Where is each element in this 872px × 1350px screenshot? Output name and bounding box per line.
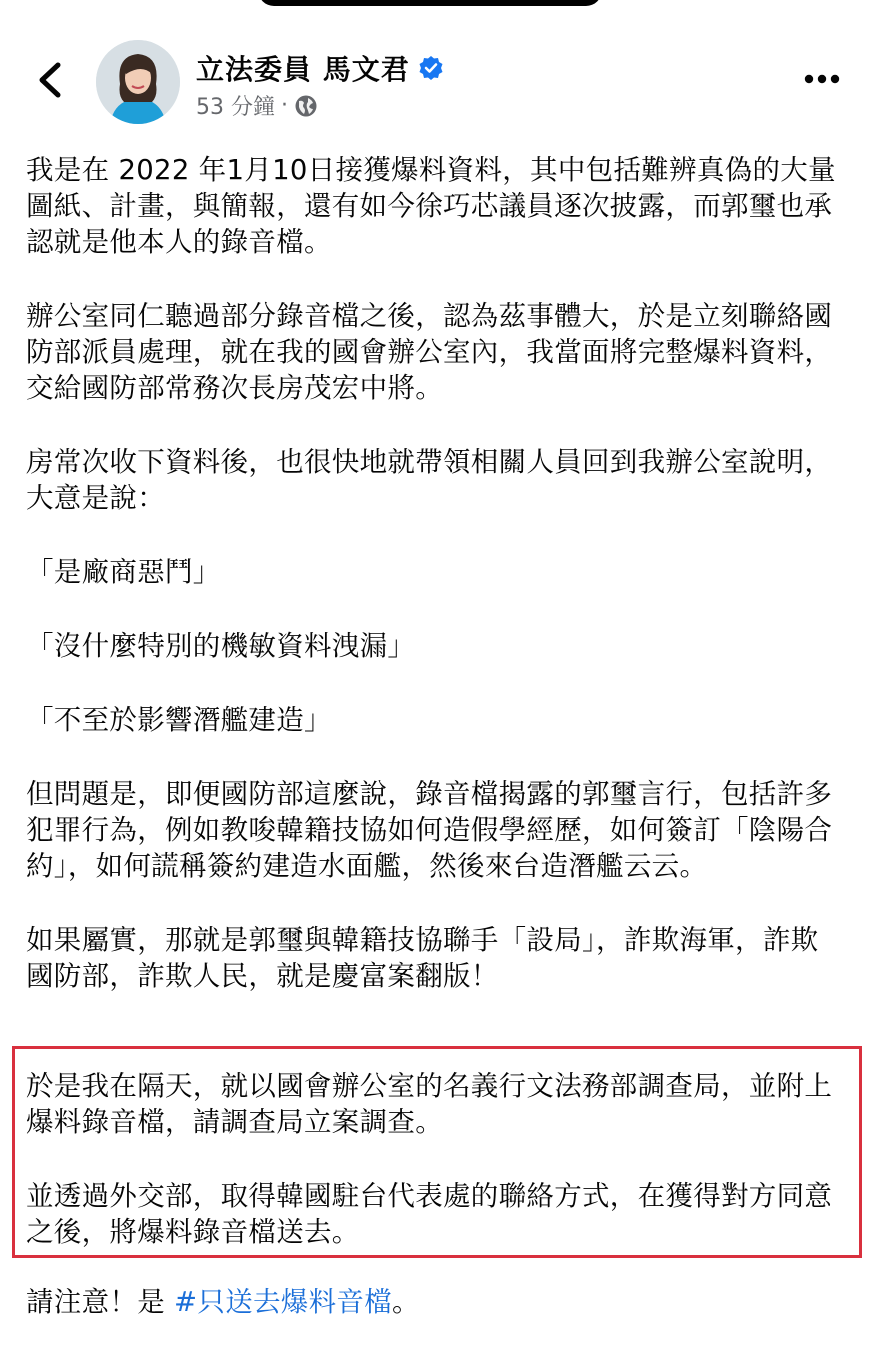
highlighted-paragraph: 並透過外交部，取得韓國駐台代表處的聯絡方式，在獲得對方同意之後，將爆料錄音檔送去。 <box>26 1180 833 1248</box>
tail-prefix: 請注意！是 <box>26 1286 175 1318</box>
back-button[interactable] <box>28 58 72 102</box>
post-paragraph: 房常次收下資料後，也很快地就帶領相關人員回到我辦公室說明，大意是說： <box>26 446 833 514</box>
post-quote: 「不至於影響潛艦建造」 <box>26 704 332 736</box>
author-name[interactable] <box>196 48 444 88</box>
post-tail <box>26 1284 846 1320</box>
post-paragraph: 辦公室同仁聽過部分錄音檔之後，認為茲事體大，於是立刻聯絡國防部派員處理，就在我的國會辦公室內，我當面將完整爆料資料，交給國防部常務次長房茂宏中將。 <box>26 300 833 404</box>
more-dots-icon <box>804 74 840 84</box>
post-paragraph: 如果屬實，那就是郭璽與韓籍技協聯手「設局」，詐欺海軍，詐欺國防部，詐欺人民，就是慶富案翻版！ <box>26 924 819 992</box>
avatar-photo <box>96 40 180 124</box>
post-header <box>0 0 872 140</box>
hashtag-link[interactable]: #只送去爆料音檔 <box>174 1286 392 1318</box>
highlighted-paragraph: 於是我在隔天，就以國會辦公室的名義行文法務部調查局，並附上爆料錄音檔，請調查局立案調查。 <box>26 1070 833 1138</box>
post-time[interactable]: 53 分鐘 <box>196 95 275 120</box>
more-options-button[interactable] <box>800 64 844 94</box>
post-meta <box>196 90 318 121</box>
meta-separator: · <box>281 93 288 118</box>
post-paragraph: 我是在 2022 年1月10日接獲爆料資料，其中包括難辨真偽的大量圖紙、計畫，與簡報，還有如今徐巧芯議員逐次披露，而郭璽也承認就是他本人的錄音檔。 <box>26 154 836 258</box>
post-quote: 「沒什麼特別的機敏資料洩漏」 <box>26 630 416 662</box>
avatar[interactable] <box>96 40 180 124</box>
author-name-text: 立法委員 馬文君 <box>196 53 410 86</box>
post-quote: 「是廠商惡鬥」 <box>26 556 221 588</box>
post-body <box>26 152 846 1032</box>
chevron-left-icon <box>36 62 64 98</box>
tail-suffix: 。 <box>392 1286 420 1318</box>
verified-badge-icon <box>418 55 444 81</box>
globe-icon <box>294 94 318 118</box>
post-paragraph: 但問題是，即便國防部這麼說，錄音檔揭露的郭璽言行，包括許多犯罪行為，例如教唆韓籍技協如何造假學經歷，如何簽訂「陰陽合約」，如何謊稱簽約建造水面艦，然後來台造潛艦云云。 <box>26 778 833 882</box>
